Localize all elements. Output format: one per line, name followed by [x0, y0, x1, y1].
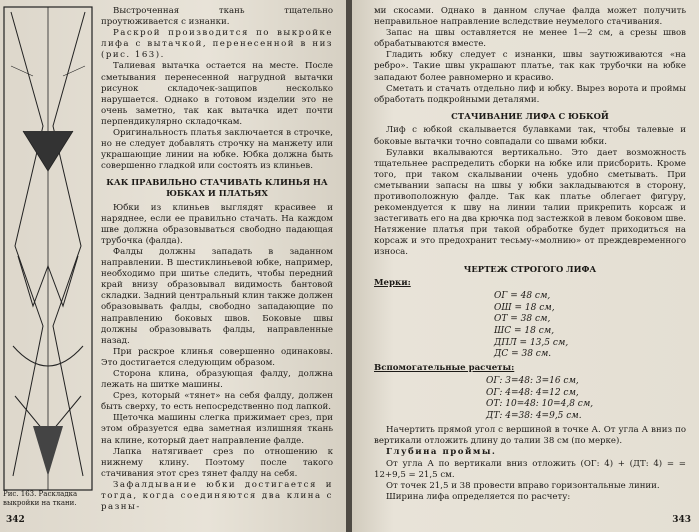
measure-item: ДС = 38 см.	[494, 349, 552, 360]
paragraph: Оригинальность платья заключается в строчке, но не следует добавлять строчку на манжету или украшающие линии на юбке. Юбка должна быть совершенно гладкой или состоять из клиньев.	[101, 128, 333, 172]
page-number: 343	[672, 515, 691, 525]
paragraph: Ширина лифа определяется по расчету:	[386, 491, 571, 502]
figure-caption: Рис. 163. Раскладка выкройки на ткани.	[3, 490, 78, 507]
right-text-column	[374, 6, 686, 503]
paragraph: Фалды должны западать в заданном направлении. В шестиклиньевой юбке, например, необходимо при шитье следить, чтобы передний край внизу образовывал видимость бантовой складки. Задний центральный клин также должен образовывать фалды, свободно западающие по направлению боковых швов. Боковые швы должны образовывать фалды, направленные назад.	[101, 246, 333, 346]
calculations-label: Вспомогательные расчеты:	[374, 362, 515, 373]
page-number: 342	[6, 515, 25, 525]
paragraph: Начертить прямой угол с вершиной в точке А. От угла А вниз по вертикали отложить длину до талии 38 см (по мерке).	[374, 425, 686, 447]
measure-item: ДПЛ = 13,5 см,	[494, 337, 569, 348]
calculations-list	[486, 376, 686, 422]
section-heading: СТАЧИВАНИЕ ЛИФА С ЮБКОЙ	[451, 110, 609, 121]
paragraph: Сметать и стачать отдельно лиф и юбку. Вырез ворота и проймы обработать подкройными деталями.	[374, 83, 686, 105]
paragraph: Срез, который «тянет» на себя фалду, должен быть сверху, то есть непосредственно под лапкой.	[101, 391, 333, 413]
measures-list	[494, 291, 686, 361]
left-text-column	[101, 6, 333, 513]
paragraph: Зафалдывание юбки достигается и тогда, когда соединяются два клина с разны-	[101, 479, 333, 513]
paragraph: При раскрое клинья совершенно одинаковы. Это достигается следующим образом.	[101, 346, 333, 368]
calc-item: ОГ: 3=48: 3=16 см,	[486, 375, 579, 386]
pattern-layout-figure	[3, 6, 93, 491]
paragraph: Сторона клина, образующая фалду, должна лежать на шитке машины.	[101, 369, 333, 391]
section-heading: ЧЕРТЕЖ СТРОГОГО ЛИФА	[463, 263, 597, 274]
calc-item: ОГ: 4=48: 4=12 см,	[486, 387, 579, 398]
paragraph: Раскрой производится по выкройке лифа с вытачкой, перенесенной в низ (рис. 163).	[101, 28, 333, 61]
left-page	[0, 0, 346, 532]
subheading: Глубина проймы.	[386, 447, 497, 458]
measure-item: ОТ = 38 см,	[494, 314, 551, 325]
measures-label: Мерки:	[374, 278, 411, 289]
paragraph: Выстроченная ткань тщательно проутюживается с изнанки.	[101, 6, 333, 28]
paragraph: Юбки из клиньев выглядят красивее и наряднее, если ее правильно стачать. На каждом шве должна образовываться свободно падающая трубочка (фалда).	[101, 202, 333, 246]
paragraph: Гладить юбку следует с изнанки, швы заутюживаются «на ребро». Такие швы украшают платье, так как трубочки на юбке западают более равномерно и красиво.	[374, 50, 686, 83]
right-page	[352, 0, 699, 532]
calc-item: ДТ: 4=38: 4=9,5 см.	[486, 410, 582, 421]
section-heading: КАК ПРАВИЛЬНО СТАЧИВАТЬ КЛИНЬЯ НА ЮБКАХ И ПЛАТЬЯХ	[106, 177, 328, 198]
paragraph: ми скосами. Однако в данном случае фалда может получить неправильное направление вследствие неумелого стачивания.	[374, 6, 686, 28]
paragraph: Щеточка машины слегка прижимает срез, при этом образуется едва заметная излишняя ткань на клине, который дает направление фалде.	[101, 413, 333, 446]
measure-item: ШС = 18 см,	[494, 326, 555, 337]
paragraph: От точек 21,5 и 38 провести вправо горизонтальные линии.	[386, 480, 660, 491]
paragraph: От угла А по вертикали вниз отложить (ОГ: 4) + (ДТ: 4) = = 12+9,5 = 21,5 см.	[374, 458, 686, 480]
paragraph: Талиевая вытачка остается на месте. После сметывания перенесенной нагрудной вытачки рисунок складочек-защипов несколько нарушается. Однако в готовом изделии это не очень заметно, так как вытачка идет почти перпендикулярно складочкам.	[101, 61, 333, 127]
paragraph: Лиф с юбкой скалывается булавками так, чтобы талевые и боковые вытачки точно совпадали со швами юбки.	[374, 125, 686, 147]
paragraph: Лапка натягивает срез по отношению к нижнему клину. Поэтому после такого стачивания этот срез тянет фалду на себя.	[101, 446, 333, 479]
measure-item: ОШ = 18 см,	[494, 302, 555, 313]
calc-item: ОТ: 10=48: 10=4,8 см,	[486, 399, 594, 410]
paragraph: Запас на швы оставляется не менее 1—2 см, а срезы швов обрабатываются вместе.	[374, 28, 686, 50]
paragraph: Булавки вкалываются вертикально. Это дает возможность тщательнее распределить сборки на юбке или присборить. Кроме того, при таком скалывании очень удобно сметывать. При сметывании запасы на швы у юбки закладываются в сторону, противоположную фалде. Так как платье облегает фигуру, рекомендуется к шву на линии талии прикрепить корсаж и застегивать его на два крючка под застежкой в левом боковом шве. Натяжение платья при такой обработке будет приходиться на корсаж и это предохранит тесьму-«молнию» от преждевременного износа.	[374, 147, 686, 258]
measure-item: ОГ = 48 см,	[494, 291, 551, 302]
